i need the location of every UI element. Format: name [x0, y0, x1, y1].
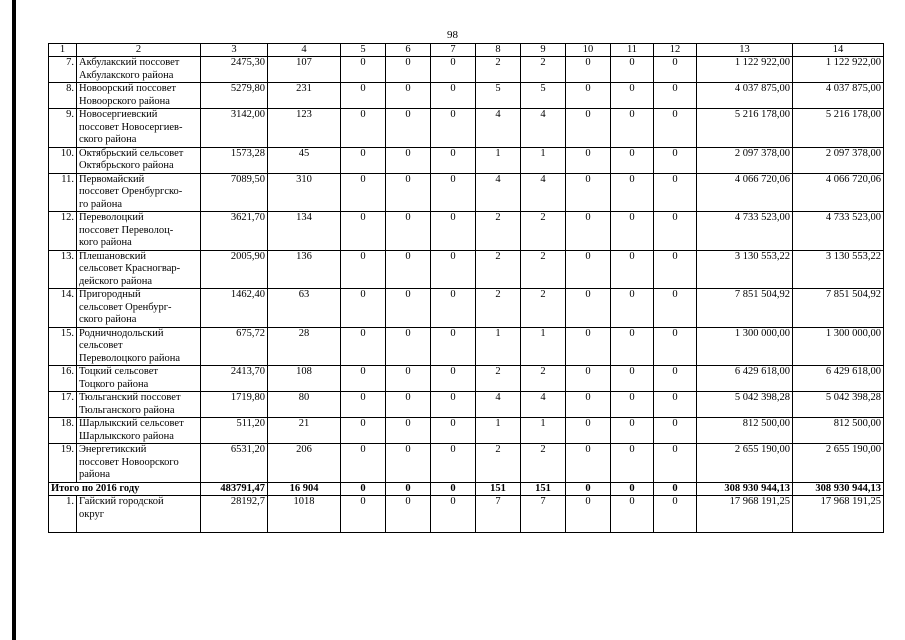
name-line: Тоцкий сельсовет: [79, 366, 158, 377]
name-line: Октябрьский сельсовет: [79, 147, 184, 159]
value-cell: 80: [268, 392, 341, 418]
amount-cell: 3 130 553,22: [793, 250, 884, 289]
value-cell: 206: [268, 444, 341, 483]
value-cell: 0: [611, 83, 654, 109]
row-number-cell: 19.: [49, 444, 77, 483]
table-row: [49, 392, 884, 418]
header-cell: 12: [654, 44, 697, 57]
name-cell: [77, 250, 201, 289]
value-cell: 0: [611, 109, 654, 148]
name-cell: [77, 496, 201, 533]
name-line: поссовет Новосергиев-: [79, 121, 183, 133]
name-line: Переволоцкий: [79, 212, 144, 223]
table-row: [49, 109, 884, 148]
value-cell: 0: [431, 250, 476, 289]
value-cell: 0: [654, 289, 697, 328]
value-cell: 0: [431, 173, 476, 212]
total-value-cell: 0: [654, 482, 697, 496]
value-cell: 511,20: [201, 418, 268, 444]
value-cell: 4: [476, 173, 521, 212]
amount-cell: 2 097 378,00: [697, 147, 793, 173]
amount-cell: 2 655 190,00: [793, 444, 884, 483]
table-row: [49, 418, 884, 444]
total-value-cell: 151: [521, 482, 566, 496]
table-row: [49, 444, 884, 483]
amount-cell: 1 122 922,00: [793, 57, 884, 83]
name-cell: [77, 366, 201, 392]
value-cell: 0: [611, 496, 654, 533]
amount-cell: 7 851 504,92: [697, 289, 793, 328]
header-cell: 8: [476, 44, 521, 57]
value-cell: 0: [611, 57, 654, 83]
amount-cell: 7 851 504,92: [793, 289, 884, 328]
value-cell: 0: [386, 250, 431, 289]
name-line: Энергетикский: [79, 444, 147, 455]
value-cell: 2005,90: [201, 250, 268, 289]
name-cell: [77, 444, 201, 483]
value-cell: 2: [476, 444, 521, 483]
value-cell: 0: [654, 250, 697, 289]
value-cell: 675,72: [201, 327, 268, 366]
row-number-cell: 16.: [49, 366, 77, 392]
total-amount-cell: 308 930 944,13: [793, 482, 884, 496]
value-cell: 2: [476, 366, 521, 392]
row-number-cell: 18.: [49, 418, 77, 444]
name-line: Гайский городской: [79, 496, 164, 507]
name-line: Октябрьского района: [79, 160, 174, 171]
value-cell: 0: [431, 327, 476, 366]
header-row: [49, 44, 884, 57]
value-cell: 2: [521, 366, 566, 392]
value-cell: 1: [476, 327, 521, 366]
value-cell: 0: [341, 173, 386, 212]
value-cell: 231: [268, 83, 341, 109]
amount-cell: 3 130 553,22: [697, 250, 793, 289]
amount-cell: 5 216 178,00: [697, 109, 793, 148]
value-cell: 0: [341, 366, 386, 392]
value-cell: 0: [654, 496, 697, 533]
amount-cell: 6 429 618,00: [793, 366, 884, 392]
value-cell: 0: [654, 173, 697, 212]
total-value-cell: 0: [386, 482, 431, 496]
value-cell: 0: [566, 250, 611, 289]
value-cell: 3621,70: [201, 212, 268, 251]
name-line: Родничнодольский: [79, 327, 164, 339]
row-number-cell: 9.: [49, 109, 77, 148]
value-cell: 21: [268, 418, 341, 444]
table-row: [49, 496, 884, 533]
name-line: поссовет Переволоц-: [79, 224, 174, 236]
value-cell: 0: [654, 109, 697, 148]
value-cell: 2: [521, 289, 566, 328]
value-cell: 63: [268, 289, 341, 328]
amount-cell: 5 042 398,28: [793, 392, 884, 418]
name-cell: [77, 289, 201, 328]
name-line: Тюльганского района: [79, 404, 175, 416]
table-row: [49, 173, 884, 212]
value-cell: 1573,28: [201, 147, 268, 173]
table-row: [49, 250, 884, 289]
value-cell: 1018: [268, 496, 341, 533]
name-cell: [77, 418, 201, 444]
value-cell: 1: [521, 327, 566, 366]
row-number-cell: 13.: [49, 250, 77, 289]
amount-cell: 5 216 178,00: [793, 109, 884, 148]
value-cell: 2: [476, 289, 521, 328]
value-cell: 0: [566, 57, 611, 83]
value-cell: 0: [611, 173, 654, 212]
total-value-cell: 0: [566, 482, 611, 496]
name-line: сельсовет Оренбург-: [79, 301, 172, 313]
total-value-cell: 0: [431, 482, 476, 496]
table-row: [49, 57, 884, 83]
scan-margin-bar: [12, 0, 16, 640]
row-number-cell: 14.: [49, 289, 77, 328]
value-cell: 0: [611, 147, 654, 173]
amount-cell: 4 066 720,06: [697, 173, 793, 212]
value-cell: 0: [431, 496, 476, 533]
value-cell: 0: [341, 418, 386, 444]
header-cell: 11: [611, 44, 654, 57]
value-cell: 0: [566, 212, 611, 251]
value-cell: 0: [431, 83, 476, 109]
value-cell: 107: [268, 57, 341, 83]
total-value-cell: 0: [611, 482, 654, 496]
value-cell: 2475,30: [201, 57, 268, 83]
value-cell: 5279,80: [201, 83, 268, 109]
value-cell: 0: [431, 289, 476, 328]
value-cell: 0: [566, 327, 611, 366]
value-cell: 0: [611, 392, 654, 418]
value-cell: 0: [431, 212, 476, 251]
row-number-cell: 1.: [49, 496, 77, 533]
value-cell: 0: [386, 289, 431, 328]
value-cell: 0: [386, 327, 431, 366]
value-cell: 0: [341, 147, 386, 173]
value-cell: 0: [341, 289, 386, 328]
value-cell: 0: [654, 57, 697, 83]
name-line: ского района: [79, 314, 137, 325]
value-cell: 0: [611, 289, 654, 328]
amount-cell: 4 037 875,00: [697, 83, 793, 109]
value-cell: 3142,00: [201, 109, 268, 148]
value-cell: 0: [386, 109, 431, 148]
value-cell: 0: [566, 418, 611, 444]
row-number-cell: 11.: [49, 173, 77, 212]
amount-cell: 17 968 191,25: [697, 496, 793, 533]
value-cell: 2: [521, 212, 566, 251]
value-cell: 4: [476, 392, 521, 418]
value-cell: 0: [566, 444, 611, 483]
header-cell: 14: [793, 44, 884, 57]
value-cell: 1: [476, 147, 521, 173]
name-line: кого района: [79, 237, 132, 248]
amount-cell: 5 042 398,28: [697, 392, 793, 418]
table-row: [49, 212, 884, 251]
value-cell: 2: [521, 444, 566, 483]
value-cell: 0: [566, 109, 611, 148]
value-cell: 4: [521, 173, 566, 212]
amount-cell: 17 968 191,25: [793, 496, 884, 533]
total-row: [49, 482, 884, 496]
row-number-cell: 10.: [49, 147, 77, 173]
header-cell: 2: [77, 44, 201, 57]
name-line: Переволоцкого района: [79, 352, 181, 364]
value-cell: 28192,7: [201, 496, 268, 533]
value-cell: 6531,20: [201, 444, 268, 483]
value-cell: 0: [654, 83, 697, 109]
value-cell: 0: [566, 289, 611, 328]
value-cell: 1719,80: [201, 392, 268, 418]
page-number: 98: [447, 29, 458, 41]
value-cell: 0: [386, 366, 431, 392]
total-value-cell: 16 904: [268, 482, 341, 496]
row-number-cell: 12.: [49, 212, 77, 251]
value-cell: 0: [341, 496, 386, 533]
value-cell: 136: [268, 250, 341, 289]
value-cell: 0: [611, 327, 654, 366]
value-cell: 5: [521, 83, 566, 109]
value-cell: 0: [386, 57, 431, 83]
value-cell: 4: [521, 392, 566, 418]
row-number-cell: 17.: [49, 392, 77, 418]
amount-cell: 1 122 922,00: [697, 57, 793, 83]
value-cell: 0: [654, 327, 697, 366]
name-cell: [77, 173, 201, 212]
name-cell: [77, 327, 201, 366]
amount-cell: 812 500,00: [697, 418, 793, 444]
name-line: дейского района: [79, 275, 153, 287]
value-cell: 0: [431, 57, 476, 83]
value-cell: 0: [341, 57, 386, 83]
table-row: [49, 289, 884, 328]
name-line: Пригородный: [79, 289, 141, 300]
name-line: Тюльганский поссовет: [79, 392, 181, 403]
value-cell: 4: [521, 109, 566, 148]
amount-cell: 1 300 000,00: [697, 327, 793, 366]
value-cell: 1462,40: [201, 289, 268, 328]
value-cell: 0: [386, 496, 431, 533]
amount-cell: 2 655 190,00: [697, 444, 793, 483]
name-line: поссовет Новоорского: [79, 456, 179, 468]
value-cell: 0: [386, 212, 431, 251]
value-cell: 0: [654, 147, 697, 173]
header-cell: 4: [268, 44, 341, 57]
row-number-cell: 15.: [49, 327, 77, 366]
value-cell: 0: [431, 147, 476, 173]
total-amount-cell: 308 930 944,13: [697, 482, 793, 496]
header-cell: 10: [566, 44, 611, 57]
name-line: Шарлыкского района: [79, 430, 174, 442]
value-cell: 28: [268, 327, 341, 366]
value-cell: 0: [611, 366, 654, 392]
value-cell: 134: [268, 212, 341, 251]
value-cell: 2413,70: [201, 366, 268, 392]
value-cell: 0: [431, 418, 476, 444]
header-cell: 1: [49, 44, 77, 57]
value-cell: 0: [386, 147, 431, 173]
value-cell: 0: [431, 366, 476, 392]
row-number-cell: 8.: [49, 83, 77, 109]
value-cell: 0: [386, 418, 431, 444]
value-cell: 0: [386, 444, 431, 483]
value-cell: 0: [566, 173, 611, 212]
value-cell: 0: [431, 444, 476, 483]
value-cell: 0: [431, 109, 476, 148]
name-line: сельсовет Красногвар-: [79, 263, 181, 274]
amount-cell: 2 097 378,00: [793, 147, 884, 173]
name-line: сельсовет: [79, 340, 123, 351]
table-row: [49, 366, 884, 392]
total-label: Итого по 2016 году: [49, 482, 201, 496]
name-line: го района: [79, 198, 122, 210]
name-cell: [77, 212, 201, 251]
value-cell: 0: [341, 250, 386, 289]
header-cell: 3: [201, 44, 268, 57]
header-cell: 13: [697, 44, 793, 57]
amount-cell: 6 429 618,00: [697, 366, 793, 392]
name-line: Новосергиевский: [79, 109, 158, 120]
value-cell: 0: [386, 83, 431, 109]
value-cell: 0: [611, 418, 654, 444]
value-cell: 123: [268, 109, 341, 148]
name-cell: [77, 83, 201, 109]
total-value-cell: 151: [476, 482, 521, 496]
amount-cell: 4 733 523,00: [697, 212, 793, 251]
name-cell: [77, 57, 201, 83]
row-number-cell: 7.: [49, 57, 77, 83]
name-cell: [77, 392, 201, 418]
name-cell: [77, 109, 201, 148]
value-cell: 0: [431, 392, 476, 418]
name-line: Первомайский: [79, 173, 145, 185]
value-cell: 2: [476, 212, 521, 251]
name-line: Акбулакского района: [79, 69, 174, 81]
value-cell: 0: [341, 109, 386, 148]
amount-cell: 4 037 875,00: [793, 83, 884, 109]
value-cell: 0: [611, 444, 654, 483]
value-cell: 0: [341, 444, 386, 483]
value-cell: 45: [268, 147, 341, 173]
name-line: Плешановский: [79, 250, 146, 262]
value-cell: 1: [476, 418, 521, 444]
value-cell: 108: [268, 366, 341, 392]
value-cell: 310: [268, 173, 341, 212]
name-line: Акбулакский поссовет: [79, 57, 180, 68]
value-cell: 7089,50: [201, 173, 268, 212]
value-cell: 0: [386, 392, 431, 418]
table-row: [49, 147, 884, 173]
total-value-cell: 483791,47: [201, 482, 268, 496]
value-cell: 0: [566, 147, 611, 173]
amount-cell: 812 500,00: [793, 418, 884, 444]
value-cell: 0: [566, 83, 611, 109]
name-cell: [77, 147, 201, 173]
amount-cell: 1 300 000,00: [793, 327, 884, 366]
header-cell: 6: [386, 44, 431, 57]
value-cell: 2: [521, 250, 566, 289]
value-cell: 1: [521, 147, 566, 173]
name-line: Шарлыкский сельсовет: [79, 418, 184, 429]
value-cell: 0: [566, 496, 611, 533]
value-cell: 0: [341, 212, 386, 251]
value-cell: 5: [476, 83, 521, 109]
value-cell: 0: [341, 327, 386, 366]
value-cell: 2: [476, 250, 521, 289]
table-row: [49, 83, 884, 109]
value-cell: 0: [341, 392, 386, 418]
value-cell: 0: [654, 444, 697, 483]
data-table: [48, 43, 884, 533]
header-cell: 5: [341, 44, 386, 57]
value-cell: 1: [521, 418, 566, 444]
value-cell: 0: [654, 212, 697, 251]
total-value-cell: 0: [341, 482, 386, 496]
name-line: района: [79, 469, 111, 480]
header-cell: 9: [521, 44, 566, 57]
name-line: Тоцкого района: [79, 378, 149, 390]
value-cell: 0: [611, 212, 654, 251]
value-cell: 0: [654, 418, 697, 444]
header-cell: 7: [431, 44, 476, 57]
value-cell: 0: [566, 366, 611, 392]
value-cell: 0: [566, 392, 611, 418]
value-cell: 7: [476, 496, 521, 533]
amount-cell: 4 733 523,00: [793, 212, 884, 251]
name-line: Новоорский поссовет: [79, 83, 176, 94]
name-line: ского района: [79, 134, 137, 145]
value-cell: 2: [476, 57, 521, 83]
value-cell: 0: [654, 392, 697, 418]
name-line: округ: [79, 508, 105, 520]
value-cell: 0: [341, 83, 386, 109]
table-row: [49, 327, 884, 366]
name-line: Новоорского района: [79, 95, 170, 107]
value-cell: 4: [476, 109, 521, 148]
value-cell: 7: [521, 496, 566, 533]
value-cell: 2: [521, 57, 566, 83]
value-cell: 0: [654, 366, 697, 392]
value-cell: 0: [386, 173, 431, 212]
amount-cell: 4 066 720,06: [793, 173, 884, 212]
value-cell: 0: [611, 250, 654, 289]
name-line: поссовет Оренбургско-: [79, 186, 183, 197]
